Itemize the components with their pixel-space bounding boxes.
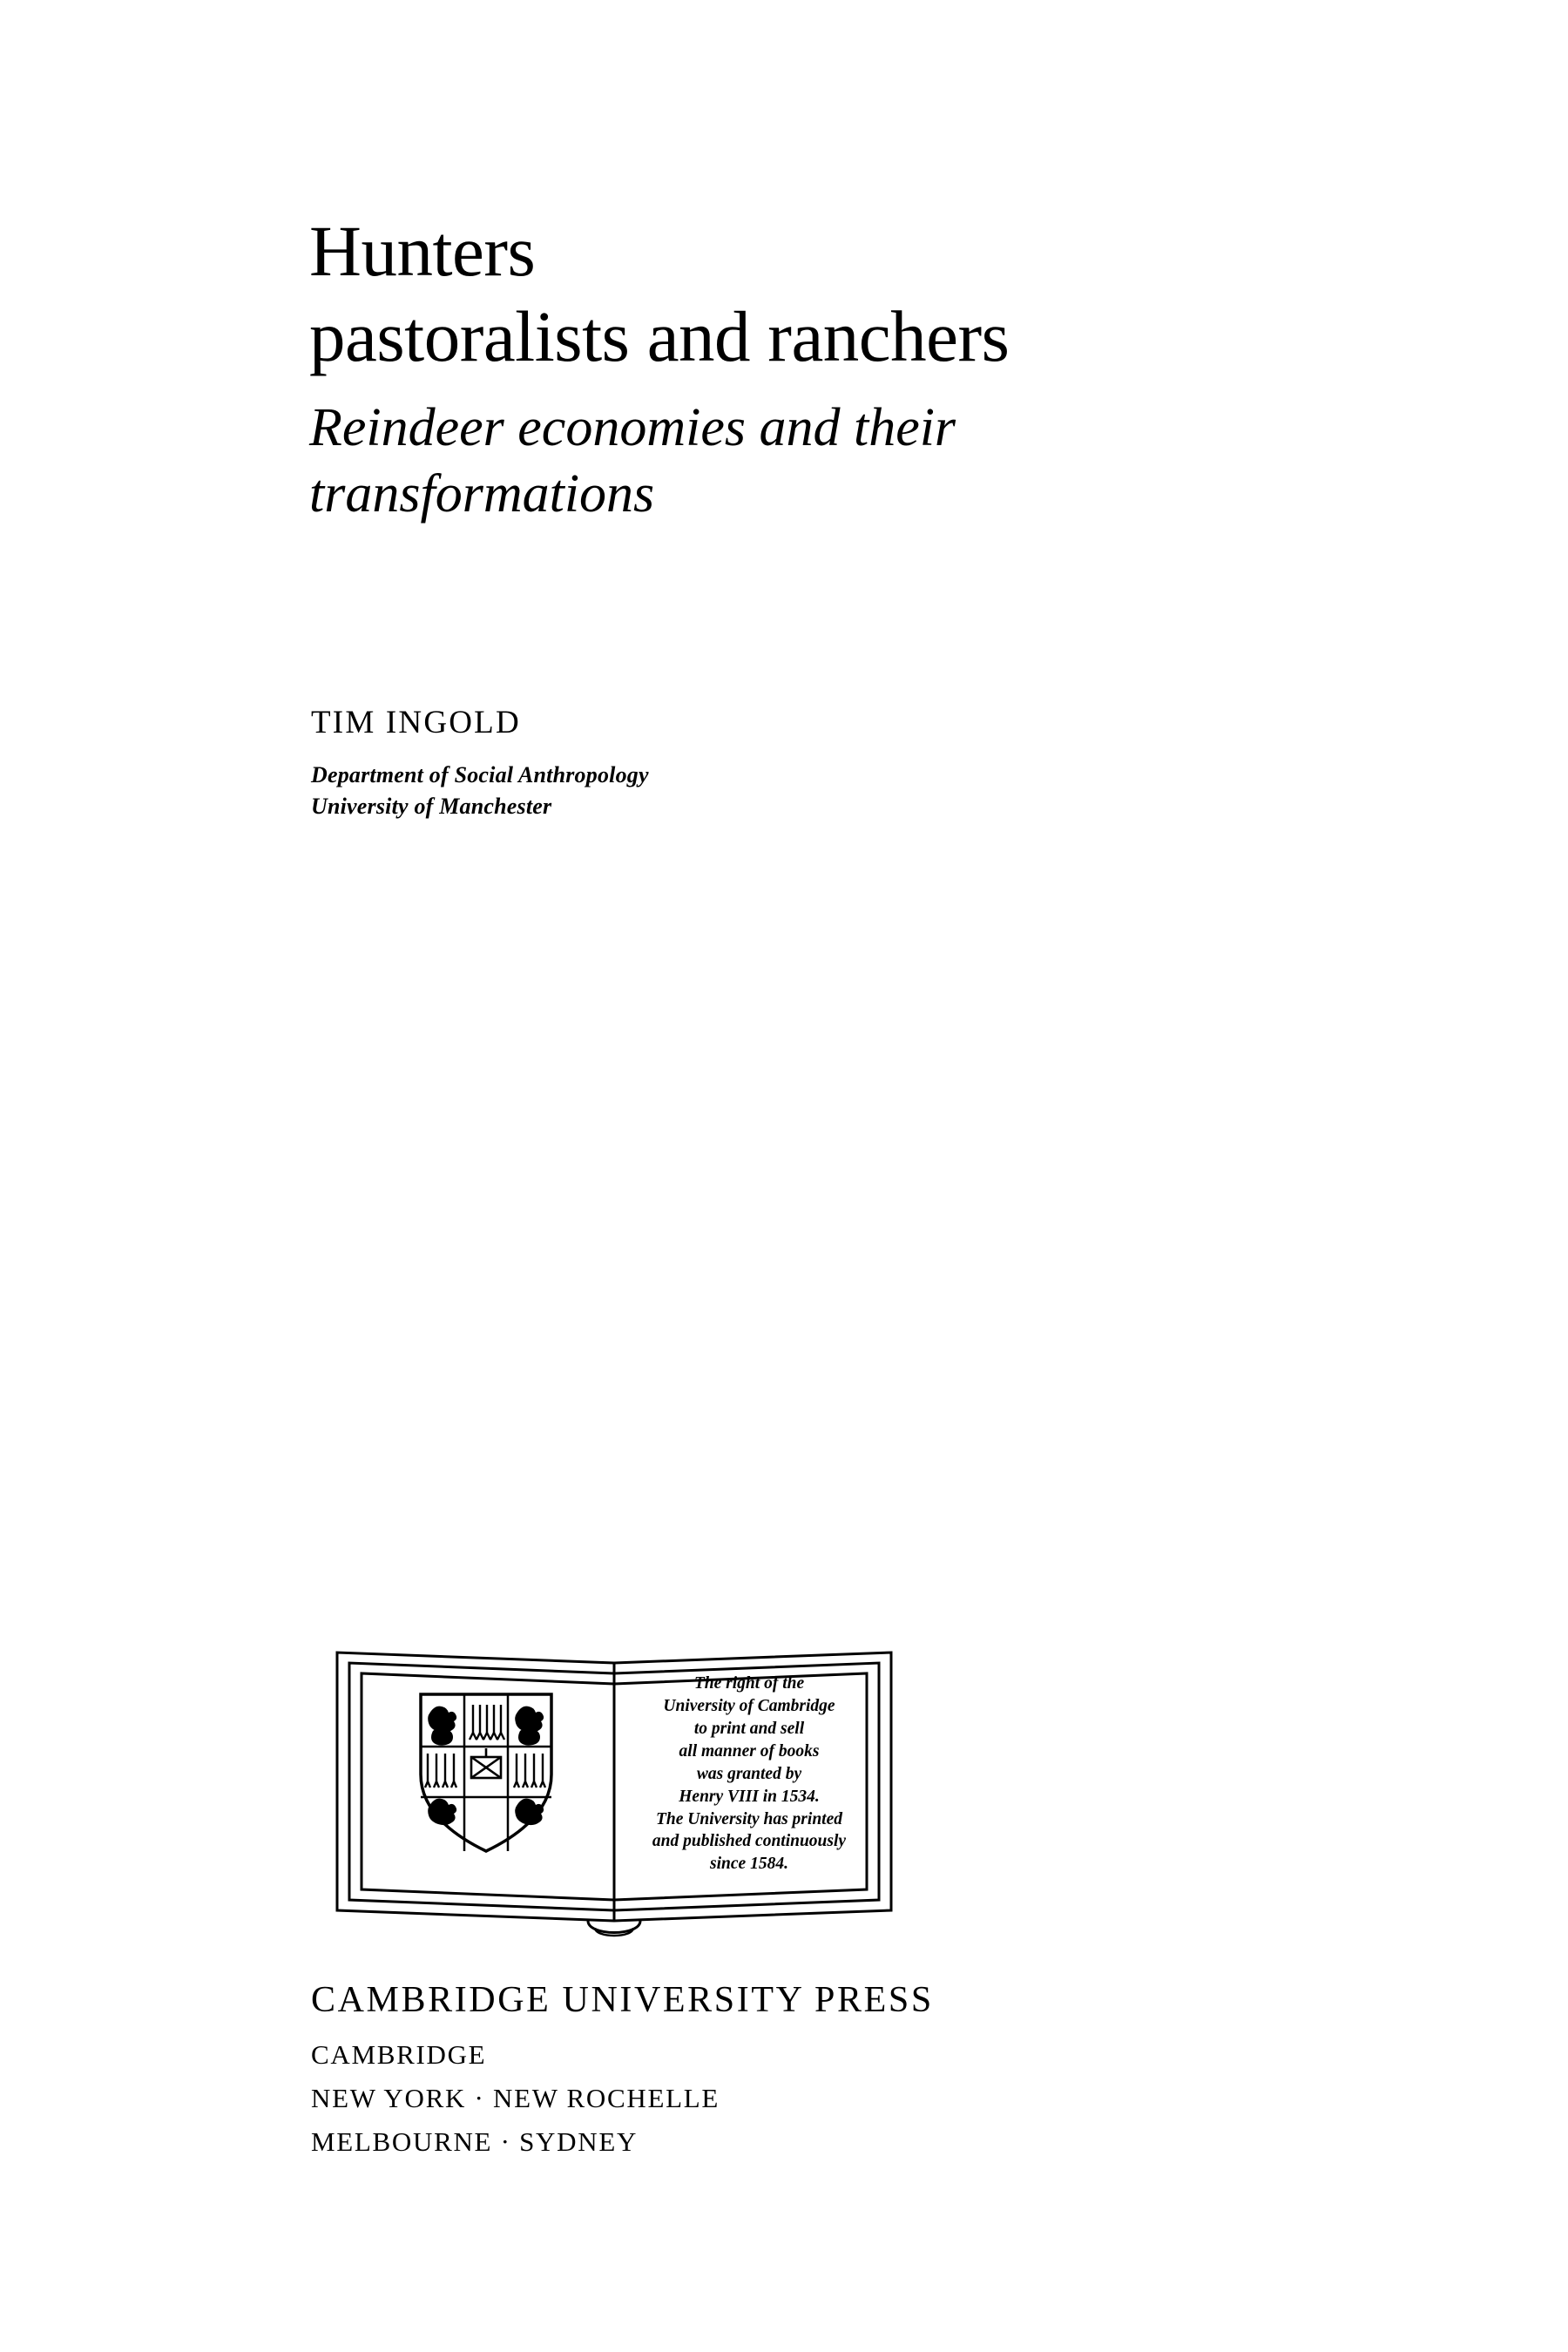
emblem-line-8: and published continuously <box>652 1832 847 1851</box>
emblem-line-4: all manner of books <box>679 1741 820 1761</box>
publisher-city-3: MELBOURNE · SYDNEY <box>311 2126 639 2157</box>
publisher-city-2: NEW YORK · NEW ROCHELLE <box>311 2082 720 2113</box>
emblem-line-9: since 1584. <box>710 1855 788 1874</box>
author-block <box>311 704 1095 822</box>
affiliation-line-1: Department of Social Anthropology <box>311 762 649 788</box>
emblem-inscription <box>640 1673 858 1876</box>
emblem-line-1: The right of the <box>693 1674 805 1693</box>
author-name: TIM INGOLD <box>311 705 521 740</box>
page-title-line-1: Hunters <box>309 211 536 291</box>
author-affiliation <box>311 760 1095 822</box>
page-title-line-2: pastoralists and ranchers <box>309 295 1010 376</box>
publisher-name: CAMBRIDGE UNIVERSITY PRESS <box>311 1980 934 2020</box>
page-subtitle-line-2: transformations <box>309 463 655 524</box>
affiliation-line-2: University of Manchester <box>311 794 552 820</box>
page-subtitle-line-1: Reindeer economies and their <box>309 397 956 457</box>
emblem-line-6: Henry VIII in 1534. <box>679 1787 820 1806</box>
title-block <box>309 209 1398 527</box>
emblem-line-2: University of Cambridge <box>663 1696 835 1715</box>
publisher-city-1: CAMBRIDGE <box>311 2038 487 2070</box>
imprint-block <box>311 1979 1356 2164</box>
emblem-line-5: was granted by <box>696 1764 802 1783</box>
emblem-line-7: The University has printed <box>656 1809 842 1828</box>
emblem-line-3: to print and sell <box>693 1719 805 1738</box>
